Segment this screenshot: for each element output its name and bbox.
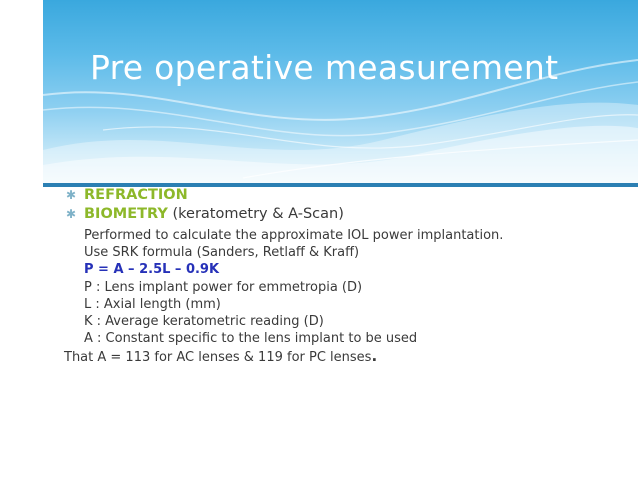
slide-title: Pre operative measurement [90, 48, 559, 87]
formula-line: P = A – 2.5L – 0.9K [84, 262, 220, 278]
bullet-rest: (keratometry & A-Scan) [167, 206, 344, 222]
bullet-biometry [64, 205, 624, 224]
bullet-label: REFRACTION [84, 187, 188, 203]
bullet-refraction [64, 186, 624, 205]
definition-line: P : Lens implant power for emmetropia (D) [84, 279, 363, 295]
bullet-asterisk-icon: ✱ [66, 188, 77, 202]
text-line: Performed to calculate the approximate IOL power implantation. [84, 228, 504, 243]
conclusion-period: . [371, 347, 378, 366]
header-banner [43, 0, 638, 185]
conclusion-text: That A = 113 for AC lenses & 119 for PC lenses [64, 350, 372, 366]
definition-line: A : Constant specific to the lens implant to be used [84, 331, 418, 347]
text-line: Use SRK formula (Sanders, Retlaff & Kraff) [84, 245, 360, 261]
definition-line: L : Axial length (mm) [84, 296, 221, 312]
wave-decoration [43, 0, 638, 185]
definition-line: K : Average keratometric reading (D) [84, 314, 324, 330]
bullet-asterisk-icon: ✱ [66, 207, 77, 221]
slide-content [64, 186, 624, 367]
bullet-label: BIOMETRY [84, 206, 168, 222]
conclusion-line [64, 347, 624, 367]
